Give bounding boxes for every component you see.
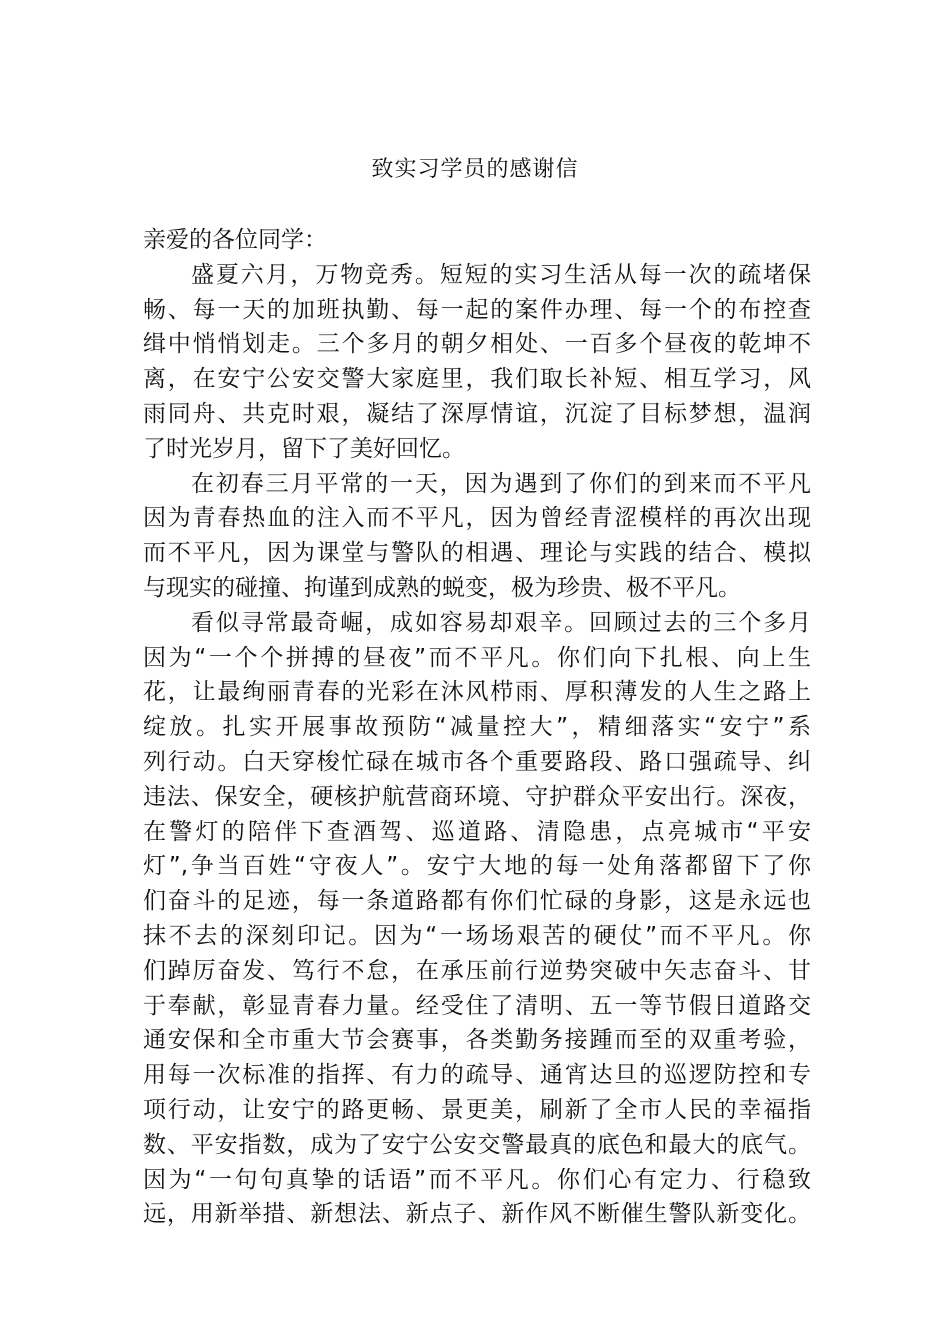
text-line: 离，在安宁公安交警大家庭里，我们取长补短、相互学习，风: [143, 366, 811, 393]
text-line: 数、平安指数，成为了安宁公安交警最真的底色和最大的底气。: [143, 1131, 811, 1158]
text-line: 在初春三月平常的一天，因为遇到了你们的到来而不平凡: [191, 470, 811, 497]
letter-body: [143, 223, 811, 1232]
text-line: 畅、每一天的加班执勤、每一起的案件办理、每一个的布控查: [143, 296, 811, 323]
text-line: 盛夏六月，万物竞秀。短短的实习生活从每一次的疏堵保: [191, 261, 811, 288]
text-line: 们奋斗的足迹，每一条道路都有你们忙碌的身影，这是永远也: [143, 888, 811, 915]
text-line: 雨同舟、共克时艰，凝结了深厚情谊，沉淀了目标梦想，温润: [143, 400, 811, 427]
text-line: 列行动。白天穿梭忙碌在城市各个重要路段、路口强疏导、纠: [143, 748, 811, 775]
text-line: 灯”,争当百姓“守夜人”。安宁大地的每一处角落都留下了你: [143, 853, 811, 880]
text-line: 违法、保安全，硬核护航营商环境、守护群众平安出行。深夜，: [143, 783, 811, 810]
text-line: 通安保和全市重大节会赛事，各类勤务接踵而至的双重考验，: [143, 1027, 811, 1054]
text-line: 用每一次标准的指挥、有力的疏导、通宵达旦的巡逻防控和专: [143, 1062, 811, 1089]
text-line: 因为青春热血的注入而不平凡，因为曾经青涩模样的再次出现: [143, 505, 811, 532]
text-line: 亲爱的各位同学：: [143, 227, 327, 253]
text-line: 花，让最绚丽青春的光彩在沐风栉雨、厚积薄发的人生之路上: [143, 679, 811, 706]
text-line: 因为“一句句真挚的话语”而不平凡。你们心有定力、行稳致: [143, 1166, 811, 1193]
text-line: 因为“一个个拼搏的昼夜”而不平凡。你们向下扎根、向上生: [143, 644, 811, 671]
text-line: 远，用新举措、新想法、新点子、新作风不断催生警队新变化。: [143, 1201, 811, 1228]
text-line: 与现实的碰撞、拘谨到成熟的蜕变，极为珍贵、极不平凡。: [143, 574, 741, 601]
text-line: 项行动，让安宁的路更畅、景更美，刷新了全市人民的幸福指: [143, 1096, 811, 1123]
text-line: 们踔厉奋发、笃行不怠，在承压前行逆势突破中矢志奋斗、甘: [143, 957, 811, 984]
text-line: 了时光岁月，留下了美好回忆。: [143, 435, 465, 462]
text-line: 而不平凡，因为课堂与警队的相遇、理论与实践的结合、模拟: [143, 540, 811, 567]
text-line: 抹不去的深刻印记。因为“一场场艰苦的硬仗”而不平凡。你: [143, 922, 811, 949]
document-title: 致实习学员的感谢信: [371, 157, 579, 182]
text-line: 于奉献，彰显青春力量。经受住了清明、五一等节假日道路交: [143, 992, 811, 1019]
text-line: 看似寻常最奇崛，成如容易却艰辛。回顾过去的三个多月: [191, 609, 811, 636]
text-line: 缉中悄悄划走。三个多月的朝夕相处、一百多个昼夜的乾坤不: [143, 331, 811, 358]
text-line: 绽放。扎实开展事故预防“减量控大”，精细落实“安宁”系: [143, 714, 811, 741]
text-line: 在警灯的陪伴下查酒驾、巡道路、清隐患，点亮城市“平安: [143, 818, 811, 845]
